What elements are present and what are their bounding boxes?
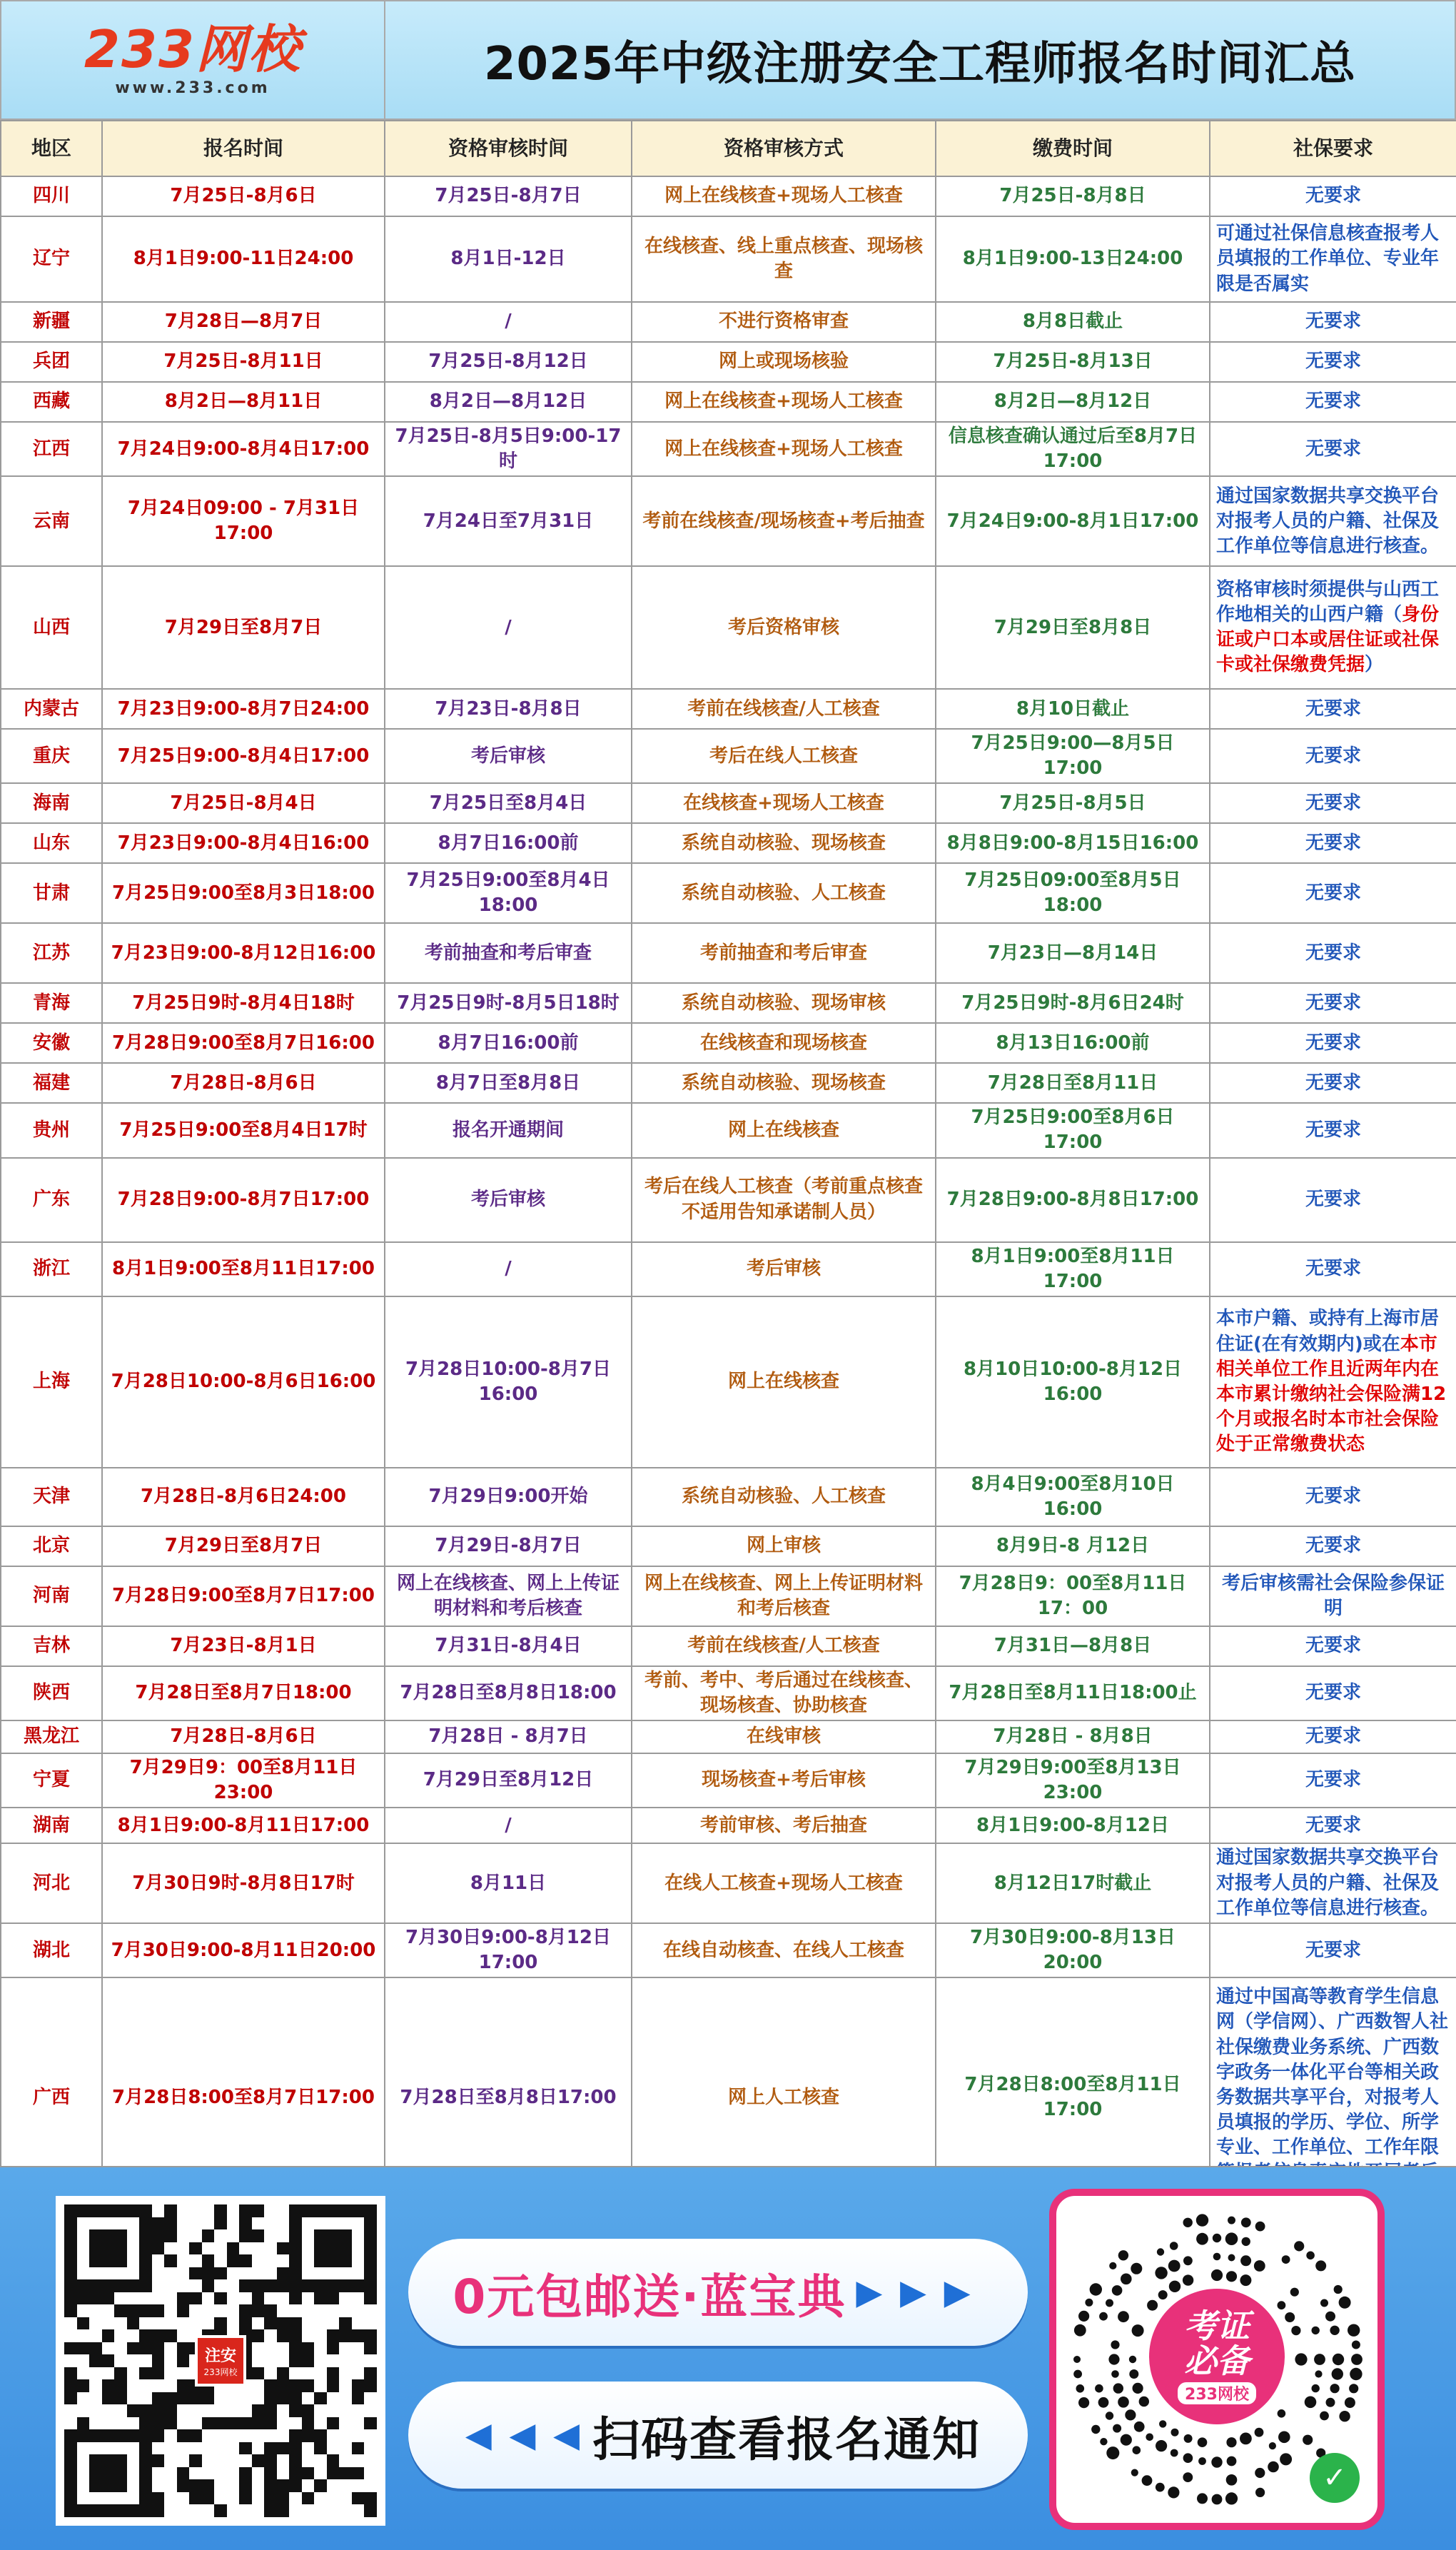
cell-review: 考后审核 [385, 729, 632, 783]
cell-region: 海南 [1, 783, 102, 823]
cell-signup: 7月28日9:00至8月7日17:00 [102, 1566, 385, 1626]
qr-code-image[interactable] [56, 2196, 385, 2526]
cell-method: 考前审核、考后抽查 [632, 1808, 936, 1843]
cell-pay: 7月25日09:00至8月5日18:00 [936, 863, 1210, 923]
cell-method: 网上或现场核验 [632, 342, 936, 382]
cell-method: 网上审核 [632, 1526, 936, 1566]
col-header-signup: 报名时间 [102, 121, 385, 176]
cell-signup: 8月1日9:00至8月11日17:00 [102, 1242, 385, 1296]
cell-pay: 7月25日-8月8日 [936, 176, 1210, 216]
cell-method: 考前在线核查/人工核查 [632, 1626, 936, 1666]
cell-review: 8月7日至8月8日 [385, 1063, 632, 1103]
table-row [1, 689, 1456, 729]
table-row [1, 1626, 1456, 1666]
cell-pay: 8月9日-8 月12日 [936, 1526, 1210, 1566]
cell-pay: 8月2日—8月12日 [936, 382, 1210, 422]
logo-text: 233网校 [84, 19, 302, 79]
table-row [1, 476, 1456, 566]
cell-pay: 7月28日至8月11日18:00止 [936, 1666, 1210, 1720]
cell-region: 河南 [1, 1566, 102, 1626]
cell-region: 广西 [1, 1977, 102, 2217]
cell-review: 7月24日至7月31日 [385, 476, 632, 566]
cell-method: 考后在线人工核查（考前重点核查不适用告知承诺制人员） [632, 1158, 936, 1242]
cell-region: 云南 [1, 476, 102, 566]
scan-notice-button[interactable] [408, 2382, 1028, 2489]
cell-review: 7月30日9:00-8月12日17:00 [385, 1923, 632, 1977]
col-header-review: 资格审核时间 [385, 121, 632, 176]
cell-method: 在线自动核查、在线人工核查 [632, 1923, 936, 1977]
cell-signup: 7月28日9:00至8月7日16:00 [102, 1023, 385, 1063]
cell-review: 7月25日9:00至8月4日18:00 [385, 863, 632, 923]
cell-social: 无要求 [1210, 1103, 1456, 1157]
cell-review: 7月25日9时-8月5日18时 [385, 983, 632, 1023]
cell-region: 新疆 [1, 302, 102, 342]
cell-review: 报名开通期间 [385, 1103, 632, 1157]
cell-region: 上海 [1, 1296, 102, 1468]
brand-logo [1, 1, 385, 119]
cell-pay: 7月24日9:00-8月1日17:00 [936, 476, 1210, 566]
table-row [1, 1296, 1456, 1468]
cell-signup: 7月28日—8月7日 [102, 302, 385, 342]
cell-signup: 7月28日-8月6日 [102, 1720, 385, 1753]
cell-pay: 7月28日8:00至8月11日17:00 [936, 1977, 1210, 2217]
cell-social: 无要求 [1210, 1720, 1456, 1753]
table-row [1, 1158, 1456, 1242]
col-header-region: 地区 [1, 121, 102, 176]
cell-region: 山西 [1, 566, 102, 689]
table-row [1, 1023, 1456, 1063]
cell-method: 考前在线核查/人工核查 [632, 689, 936, 729]
cell-pay: 7月29日至8月8日 [936, 566, 1210, 689]
cell-method: 系统自动核验、现场审核 [632, 983, 936, 1023]
cell-region: 四川 [1, 176, 102, 216]
qr-badge-title: 注安 [204, 2347, 236, 2365]
cell-method: 网上人工核查 [632, 1977, 936, 2217]
cell-social: 无要求 [1210, 1158, 1456, 1242]
cell-method: 考前抽查和考后审查 [632, 923, 936, 983]
cell-review: 8月7日16:00前 [385, 1023, 632, 1063]
cell-review: 7月25日-8月5日9:00-17时 [385, 422, 632, 476]
cell-method: 系统自动核验、现场核查 [632, 823, 936, 863]
cell-method: 在线核查+现场人工核查 [632, 783, 936, 823]
cell-method: 考前、考中、考后通过在线核查、现场核查、协助核查 [632, 1666, 936, 1720]
cell-pay: 8月1日9:00-8月12日 [936, 1808, 1210, 1843]
mini-program-code[interactable] [1049, 2189, 1385, 2530]
cell-region: 西藏 [1, 382, 102, 422]
table-row [1, 1753, 1456, 1808]
cell-signup: 7月25日9:00至8月3日18:00 [102, 863, 385, 923]
cell-signup: 7月28日10:00-8月6日16:00 [102, 1296, 385, 1468]
cell-review: / [385, 1808, 632, 1843]
cell-region: 陕西 [1, 1666, 102, 1720]
cell-pay: 7月25日9时-8月6日24时 [936, 983, 1210, 1023]
cell-review: 8月1日-12日 [385, 216, 632, 302]
cell-pay: 7月23日—8月14日 [936, 923, 1210, 983]
cell-signup: 7月24日09:00 - 7月31日17:00 [102, 476, 385, 566]
cell-review: 7月28日 - 8月7日 [385, 1720, 632, 1753]
cell-pay: 8月10日10:00-8月12日16:00 [936, 1296, 1210, 1468]
cell-signup: 7月23日9:00-8月7日24:00 [102, 689, 385, 729]
cell-review: 7月25日至8月4日 [385, 783, 632, 823]
social-text: 资格审核时须提供与山西工作地相关的山西户籍（ [1216, 579, 1440, 626]
table-row [1, 1468, 1456, 1526]
table-row [1, 1242, 1456, 1296]
cell-review: / [385, 302, 632, 342]
table-row [1, 216, 1456, 302]
cell-region: 北京 [1, 1526, 102, 1566]
cell-signup: 7月29日至8月7日 [102, 566, 385, 689]
page-title: 2025年中级注册安全工程师报名时间汇总 [483, 38, 1357, 91]
cell-method: 网上在线核查、网上上传证明材料和考后核查 [632, 1566, 936, 1626]
table-row [1, 1923, 1456, 1977]
cell-social: 无要求 [1210, 1808, 1456, 1843]
cell-pay: 7月28日至8月11日 [936, 1063, 1210, 1103]
cell-pay: 7月30日9:00-8月13日20:00 [936, 1923, 1210, 1977]
cell-method: 网上在线核查+现场人工核查 [632, 176, 936, 216]
promo-banner-button[interactable] [408, 2239, 1028, 2346]
cell-social: 通过国家数据共享交换平台对报考人员的户籍、社保及工作单位等信息进行核查。 [1210, 1843, 1456, 1923]
cell-region: 广东 [1, 1158, 102, 1242]
wechat-mini-program-icon: ✓ [1310, 2453, 1360, 2503]
cell-pay: 8月13日16:00前 [936, 1023, 1210, 1063]
cell-method: 网上在线核查 [632, 1296, 936, 1468]
logo-url: www.233.com [115, 79, 271, 97]
cell-signup: 8月1日9:00-11日24:00 [102, 216, 385, 302]
cell-signup: 7月25日9:00-8月4日17:00 [102, 729, 385, 783]
cell-pay: 7月28日9:00-8月8日17:00 [936, 1158, 1210, 1242]
promo-footer [0, 2166, 1456, 2550]
col-header-pay: 缴费时间 [936, 121, 1210, 176]
cell-signup: 7月23日-8月1日 [102, 1626, 385, 1666]
cell-region: 山东 [1, 823, 102, 863]
cell-social: 无要求 [1210, 176, 1456, 216]
col-header-social: 社保要求 [1210, 121, 1456, 176]
qr-center-badge [195, 2335, 246, 2387]
cell-social: 通过国家数据共享交换平台对报考人员的户籍、社保及工作单位等信息进行核查。 [1210, 476, 1456, 566]
table-row [1, 923, 1456, 983]
table-row [1, 176, 1456, 216]
cell-method: 系统自动核验、人工核查 [632, 1468, 936, 1526]
cell-region: 湖南 [1, 1808, 102, 1843]
cell-method: 考后在线人工核查 [632, 729, 936, 783]
promo-text: 0元包邮送·蓝宝典 [453, 2269, 846, 2324]
cell-region: 河北 [1, 1843, 102, 1923]
cell-social: 无要求 [1210, 823, 1456, 863]
cell-method: 在线审核 [632, 1720, 936, 1753]
cell-social: 无要求 [1210, 1468, 1456, 1526]
mini-program-logo [1149, 2289, 1285, 2424]
cell-region: 浙江 [1, 1242, 102, 1296]
qr-badge-sub: 233网校 [203, 2367, 238, 2377]
title-area [385, 1, 1455, 119]
cell-social: 无要求 [1210, 1923, 1456, 1977]
cell-method: 网上在线核查 [632, 1103, 936, 1157]
cell-method: 考前在线核查/现场核查+考后抽查 [632, 476, 936, 566]
cell-social: 无要求 [1210, 1666, 1456, 1720]
cell-social: 无要求 [1210, 689, 1456, 729]
cell-pay: 7月31日—8月8日 [936, 1626, 1210, 1666]
table-header-row [1, 121, 1456, 176]
cell-region: 兵团 [1, 342, 102, 382]
cell-signup: 8月2日—8月11日 [102, 382, 385, 422]
table-row [1, 1843, 1456, 1923]
social-text-end: ） [1365, 654, 1384, 676]
social-highlight: 本市相关单位工作且近两年内在本市累计缴纳社会保险满12个月或报名时本市社会保险处于正常缴费状态 [1216, 1333, 1447, 1455]
cell-pay: 8月4日9:00至8月10日16:00 [936, 1468, 1210, 1526]
cell-social: 无要求 [1210, 1626, 1456, 1666]
social-text: 本市户籍、或持有上海市居住证(在有效期内)或在 [1216, 1308, 1440, 1355]
cell-signup: 7月30日9:00-8月11日20:00 [102, 1923, 385, 1977]
cell-pay: 7月25日9:00—8月5日17:00 [936, 729, 1210, 783]
table-row [1, 1103, 1456, 1157]
cell-method: 考后资格审核 [632, 566, 936, 689]
table-row [1, 983, 1456, 1023]
cell-method: 现场核查+考后审核 [632, 1753, 936, 1808]
cell-social: 无要求 [1210, 1753, 1456, 1808]
cell-signup: 7月23日9:00-8月12日16:00 [102, 923, 385, 983]
cell-method: 考后审核 [632, 1242, 936, 1296]
social-highlight: 身份证或户口本或居住证或社保卡或社保缴费凭据 [1216, 604, 1440, 676]
table-row [1, 1720, 1456, 1753]
cell-review: 7月29日至8月12日 [385, 1753, 632, 1808]
cell-method: 在线核查和现场核查 [632, 1023, 936, 1063]
cell-review: / [385, 566, 632, 689]
arrow-right-icon: ▶ ▶ ▶ [856, 2272, 974, 2312]
cell-social [1210, 1296, 1456, 1468]
cell-review: 7月23日-8月8日 [385, 689, 632, 729]
cell-signup: 7月28日9:00-8月7日17:00 [102, 1158, 385, 1242]
cell-signup: 8月1日9:00-8月11日17:00 [102, 1808, 385, 1843]
registration-table [0, 120, 1456, 2218]
cell-social: 无要求 [1210, 302, 1456, 342]
cell-region: 贵州 [1, 1103, 102, 1157]
cell-signup: 7月28日-8月6日24:00 [102, 1468, 385, 1526]
cell-signup: 7月30日9时-8月8日17时 [102, 1843, 385, 1923]
cell-region: 天津 [1, 1468, 102, 1526]
cell-review: 考后审核 [385, 1158, 632, 1242]
cell-review: 7月25日-8月7日 [385, 176, 632, 216]
cell-method: 系统自动核验、现场核查 [632, 1063, 936, 1103]
cell-social: 无要求 [1210, 783, 1456, 823]
cell-review: 7月31日-8月4日 [385, 1626, 632, 1666]
cell-social: 无要求 [1210, 863, 1456, 923]
cell-region: 福建 [1, 1063, 102, 1103]
cell-social: 无要求 [1210, 1063, 1456, 1103]
cell-method: 网上在线核查+现场人工核查 [632, 382, 936, 422]
col-header-method: 资格审核方式 [632, 121, 936, 176]
cell-signup: 7月25日-8月6日 [102, 176, 385, 216]
cell-signup: 7月28日-8月6日 [102, 1063, 385, 1103]
cell-region: 重庆 [1, 729, 102, 783]
cell-social [1210, 566, 1456, 689]
table-row [1, 729, 1456, 783]
cell-social: 无要求 [1210, 983, 1456, 1023]
cell-social: 通过中国高等教育学生信息网（学信网）、广西数智人社社保缴费业务系统、广西数字政务一体化平台等相关政务数据共享平台，对报考人员填报的学历、学位、所学专业、工作单位、工作年限 [1210, 1977, 1456, 2217]
cell-method: 不进行资格审查 [632, 302, 936, 342]
scan-text: 扫码查看报名通知 [592, 2412, 981, 2467]
cell-pay: 8月1日9:00至8月11日17:00 [936, 1242, 1210, 1296]
table-row [1, 302, 1456, 342]
table-row [1, 566, 1456, 689]
table-row [1, 823, 1456, 863]
cell-signup: 7月25日9:00至8月4日17时 [102, 1103, 385, 1157]
cell-social: 无要求 [1210, 342, 1456, 382]
cell-pay: 8月1日9:00-13日24:00 [936, 216, 1210, 302]
cell-review: 考前抽查和考后审查 [385, 923, 632, 983]
cell-signup: 7月25日-8月11日 [102, 342, 385, 382]
cell-signup: 7月25日9时-8月4日18时 [102, 983, 385, 1023]
table-row [1, 863, 1456, 923]
mini-line1: 考证 [1184, 2307, 1250, 2346]
cell-review: 8月2日—8月12日 [385, 382, 632, 422]
cell-region: 青海 [1, 983, 102, 1023]
table-row [1, 1063, 1456, 1103]
cell-social: 无要求 [1210, 1242, 1456, 1296]
table-row [1, 422, 1456, 476]
cell-region: 吉林 [1, 1626, 102, 1666]
table-row [1, 783, 1456, 823]
cell-review: 7月25日-8月12日 [385, 342, 632, 382]
cell-signup: 7月29日至8月7日 [102, 1526, 385, 1566]
cell-social: 无要求 [1210, 422, 1456, 476]
cell-social: 考后审核需社会保险参保证明 [1210, 1566, 1456, 1626]
cell-social: 无要求 [1210, 382, 1456, 422]
cell-pay: 7月29日9:00至8月13日23:00 [936, 1753, 1210, 1808]
cell-signup: 7月28日8:00至8月7日17:00 [102, 1977, 385, 2217]
cell-region: 内蒙古 [1, 689, 102, 729]
cell-region: 宁夏 [1, 1753, 102, 1808]
cell-region: 安徽 [1, 1023, 102, 1063]
cell-signup: 7月29日9：00至8月11日23:00 [102, 1753, 385, 1808]
cell-pay: 8月10日截止 [936, 689, 1210, 729]
cell-method: 网上在线核查+现场人工核查 [632, 422, 936, 476]
cell-region: 湖北 [1, 1923, 102, 1977]
cell-pay: 7月28日 - 8月8日 [936, 1720, 1210, 1753]
cell-method: 在线人工核查+现场人工核查 [632, 1843, 936, 1923]
cell-region: 辽宁 [1, 216, 102, 302]
cell-pay: 7月28日9：00至8月11日17：00 [936, 1566, 1210, 1626]
table-row [1, 382, 1456, 422]
cell-review: 7月28日至8月8日17:00 [385, 1977, 632, 2217]
cell-pay: 信息核查确认通过后至8月7日17:00 [936, 422, 1210, 476]
cell-review: / [385, 1242, 632, 1296]
cell-pay: 7月25日-8月5日 [936, 783, 1210, 823]
mini-brand: 233网校 [1178, 2382, 1256, 2404]
cell-signup: 7月25日-8月4日 [102, 783, 385, 823]
cell-region: 江西 [1, 422, 102, 476]
cell-signup: 7月23日9:00-8月4日16:00 [102, 823, 385, 863]
table-row [1, 1808, 1456, 1843]
cell-signup: 7月24日9:00-8月4日17:00 [102, 422, 385, 476]
cell-pay: 7月25日-8月13日 [936, 342, 1210, 382]
cell-social: 无要求 [1210, 729, 1456, 783]
mini-line2: 必备 [1184, 2341, 1250, 2380]
cell-pay: 7月25日9:00至8月6日17:00 [936, 1103, 1210, 1157]
cell-review: 8月7日16:00前 [385, 823, 632, 863]
cell-review: 网上在线核查、网上上传证明材料和考后核查 [385, 1566, 632, 1626]
cell-region: 江苏 [1, 923, 102, 983]
table-row [1, 1666, 1456, 1720]
cell-review: 7月29日9:00开始 [385, 1468, 632, 1526]
page-header [0, 0, 1456, 120]
cell-signup: 7月28日至8月7日18:00 [102, 1666, 385, 1720]
cell-social: 无要求 [1210, 923, 1456, 983]
table-row [1, 342, 1456, 382]
cell-review: 7月29日-8月7日 [385, 1526, 632, 1566]
cell-pay: 8月8日截止 [936, 302, 1210, 342]
cell-social: 可通过社保信息核查报考人员填报的工作单位、专业年限是否属实 [1210, 216, 1456, 302]
cell-review: 7月28日至8月8日18:00 [385, 1666, 632, 1720]
cell-review: 8月11日 [385, 1843, 632, 1923]
cell-pay: 8月12日17时截止 [936, 1843, 1210, 1923]
table-row [1, 1566, 1456, 1626]
cell-method: 系统自动核验、人工核查 [632, 863, 936, 923]
cell-social: 无要求 [1210, 1023, 1456, 1063]
cell-pay: 8月8日9:00-8月15日16:00 [936, 823, 1210, 863]
cell-method: 在线核查、线上重点核查、现场核查 [632, 216, 936, 302]
arrow-left-icon: ◀ ◀ ◀ [465, 2415, 583, 2455]
cell-region: 黑龙江 [1, 1720, 102, 1753]
cell-review: 7月28日10:00-8月7日16:00 [385, 1296, 632, 1468]
cell-social: 无要求 [1210, 1526, 1456, 1566]
cell-region: 甘肃 [1, 863, 102, 923]
table-row [1, 1526, 1456, 1566]
